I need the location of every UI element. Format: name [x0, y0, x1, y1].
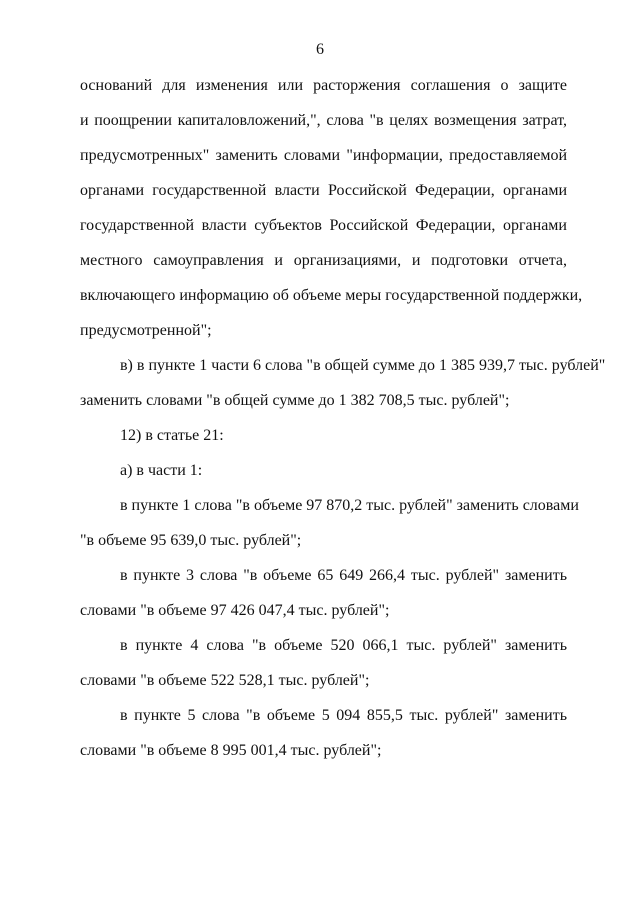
- text-line-4: органами государственной власти Российской Федерации, органами: [80, 182, 567, 199]
- subitem-a-heading: а) в части 1:: [120, 462, 203, 479]
- point-5-line-1: в пункте 5 слова "в объеме 5 094 855,5 тыс. рублей" заменить: [120, 707, 567, 724]
- text-line-7: включающего информацию об объеме меры государственной поддержки,: [80, 287, 583, 304]
- item-12-heading: 12) в статье 21:: [120, 427, 224, 444]
- point-3-line-2: словами "в объеме 97 426 047,4 тыс. рублей";: [80, 602, 390, 619]
- document-body: [80, 72, 606, 772]
- point-4-line-1: в пункте 4 слова "в объеме 520 066,1 тыс. рублей" заменить: [120, 637, 567, 654]
- point-5-line-2: словами "в объеме 8 995 001,4 тыс. рублей";: [80, 742, 382, 759]
- text-line-3: предусмотренных" заменить словами "информации, предоставляемой: [80, 147, 567, 164]
- point-3-line-1: в пункте 3 слова "в объеме 65 649 266,4 тыс. рублей" заменить: [120, 567, 567, 584]
- text-line-6: местного самоуправления и организациями, и подготовки отчета,: [80, 252, 567, 269]
- point-1-line-2: "в объеме 95 639,0 тыс. рублей";: [80, 532, 302, 549]
- text-line-8: предусмотренной";: [80, 322, 212, 339]
- paragraph-v-line-1: в) в пункте 1 части 6 слова "в общей сумме до 1 385 939,7 тыс. рублей": [120, 357, 606, 374]
- point-4-line-2: словами "в объеме 522 528,1 тыс. рублей";: [80, 672, 370, 689]
- point-1-line-1: в пункте 1 слова "в объеме 97 870,2 тыс. рублей" заменить словами: [120, 497, 579, 514]
- text-line-5: государственной власти субъектов Российской Федерации, органами: [80, 217, 567, 234]
- text-line-1: оснований для изменения или расторжения соглашения о защите: [80, 77, 567, 94]
- text-line-2: и поощрении капиталовложений,", слова "в целях возмещения затрат,: [80, 112, 567, 129]
- paragraph-v-line-2: заменить словами "в общей сумме до 1 382 708,5 тыс. рублей";: [80, 392, 510, 409]
- page-number: 6: [316, 41, 324, 58]
